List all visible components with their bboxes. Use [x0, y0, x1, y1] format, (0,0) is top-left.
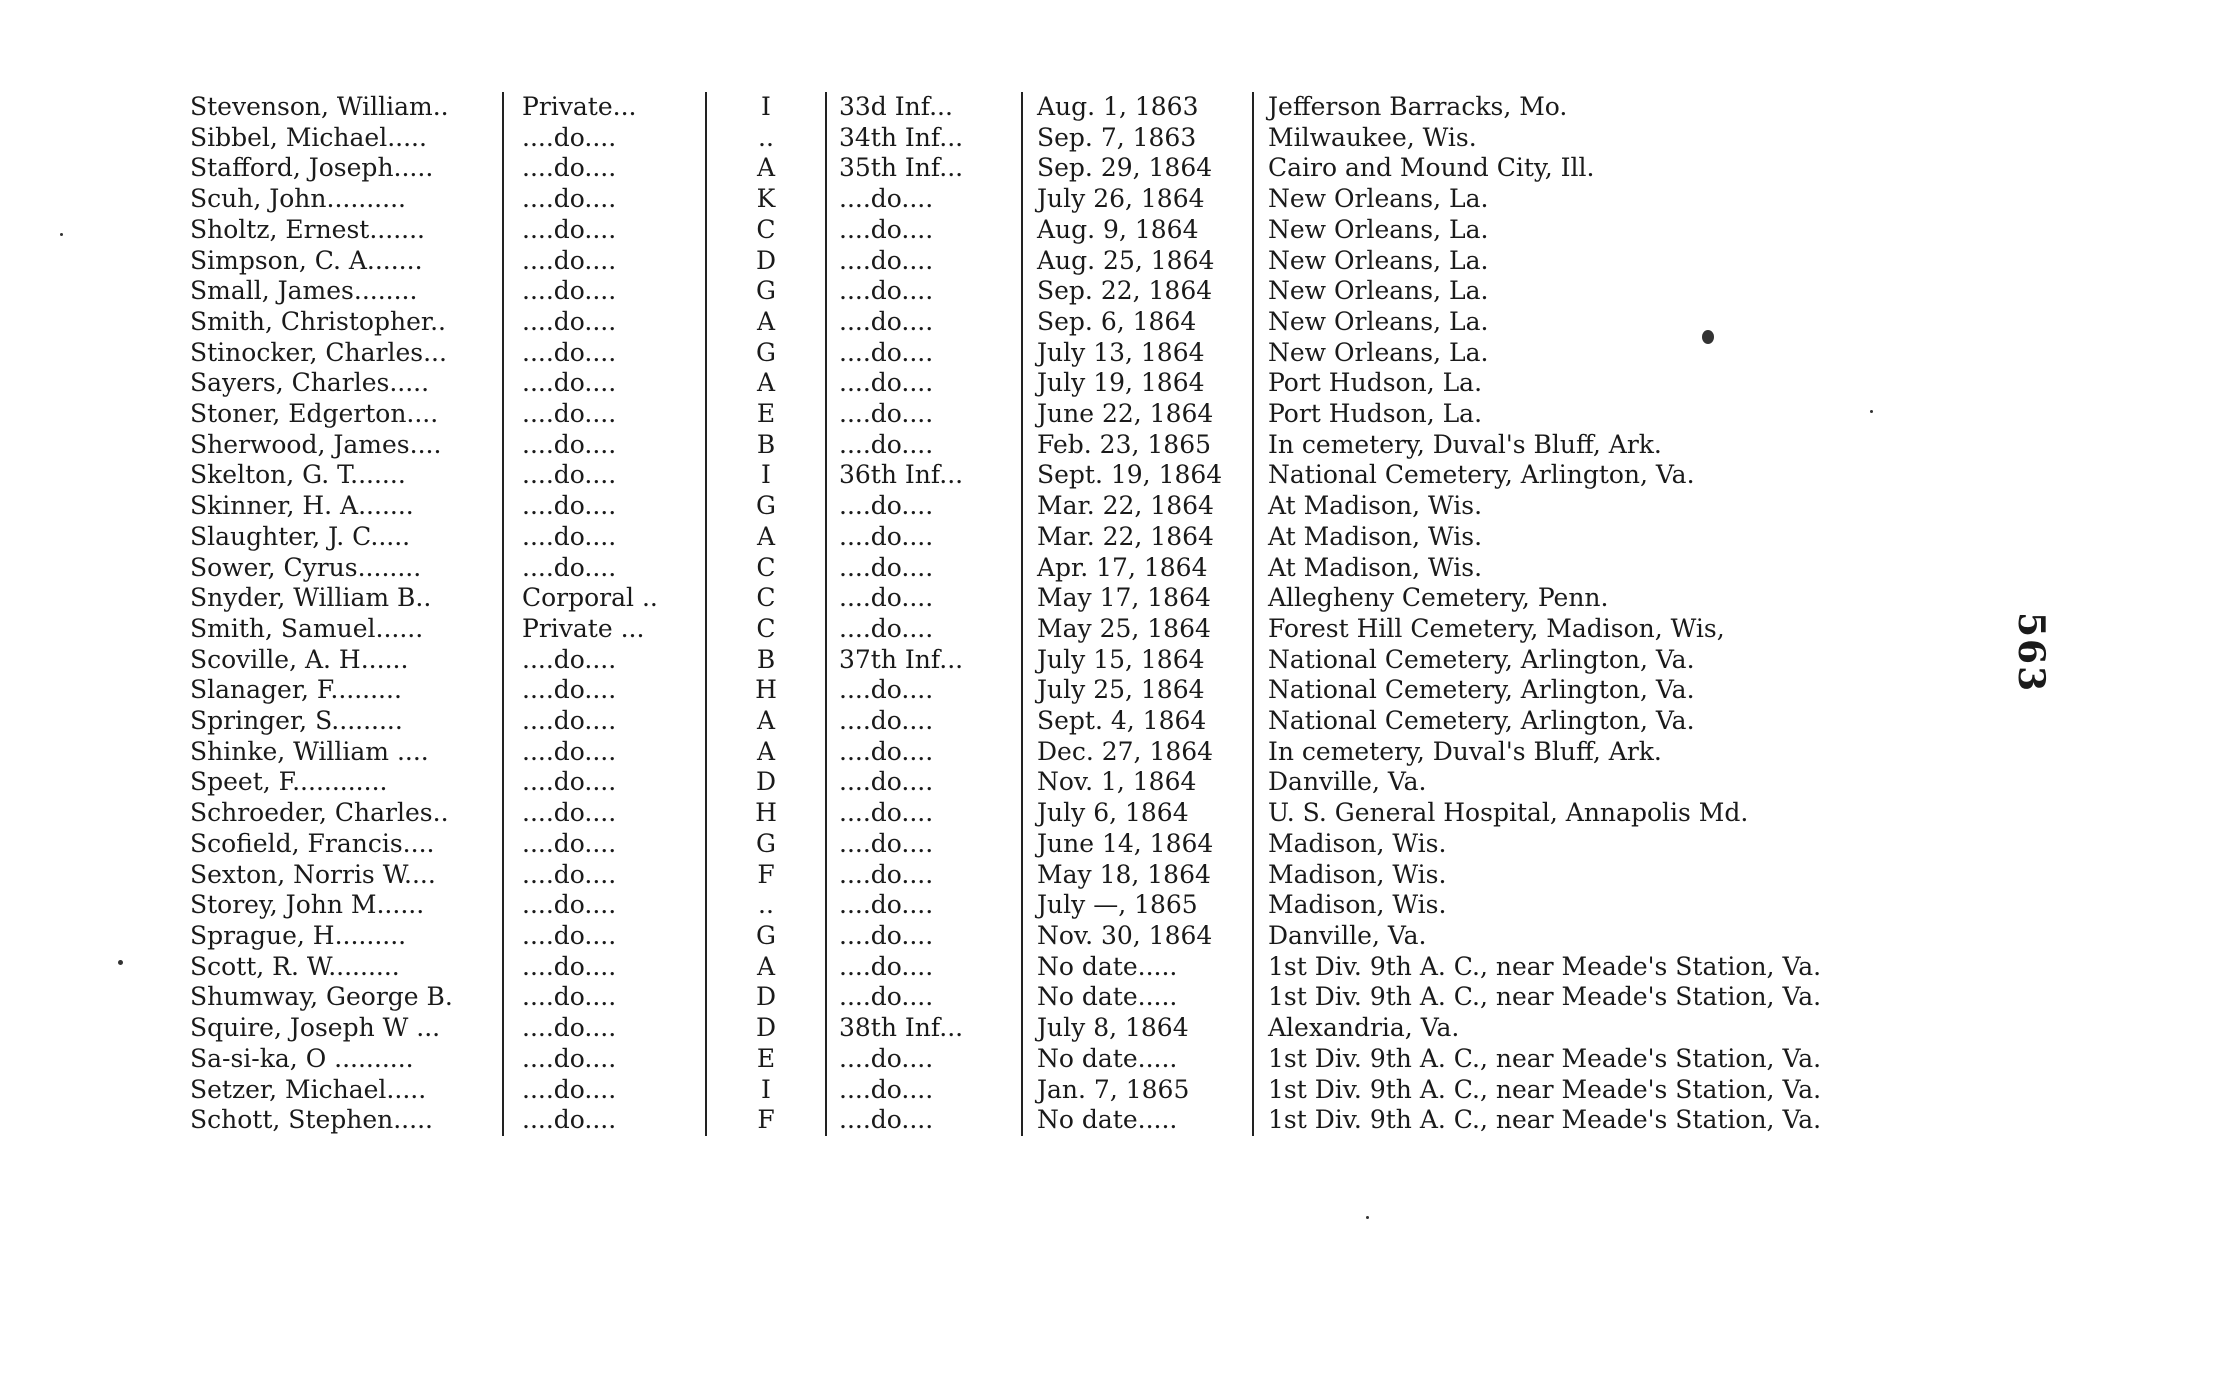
- place-of-burial: Madison, Wis.: [1268, 859, 1447, 889]
- table-row: [190, 184, 1821, 215]
- ink-speck: [60, 233, 63, 236]
- regiment: ....do....: [826, 1105, 1022, 1136]
- company: E: [706, 399, 826, 430]
- soldier-name: Shumway, George B.: [190, 982, 503, 1013]
- place-of-burial: Danville, Va.: [1268, 767, 1427, 797]
- soldier-name: Skinner, H. A.......: [190, 491, 503, 522]
- soldier-name: Sexton, Norris W....: [190, 860, 503, 891]
- date-of-death: Sep. 7, 1863: [1022, 123, 1253, 154]
- soldier-name: Stoner, Edgerton....: [190, 399, 503, 430]
- date-of-death: June 14, 1864: [1022, 829, 1253, 860]
- rank: ....do....: [503, 1105, 706, 1136]
- regiment: ....do....: [826, 860, 1022, 891]
- date-of-death: Dec. 27, 1864: [1022, 737, 1253, 768]
- place-of-burial: National Cemetery, Arlington, Va.: [1268, 460, 1695, 490]
- rank: Private ...: [503, 614, 706, 645]
- table-row: [190, 246, 1821, 277]
- soldier-name: Smith, Christopher..: [190, 307, 503, 338]
- regiment: ....do....: [826, 338, 1022, 369]
- table-row: [190, 276, 1821, 307]
- rank: ....do....: [503, 767, 706, 798]
- table-row: [190, 399, 1821, 430]
- company: H: [706, 798, 826, 829]
- place-of-burial: In cemetery, Duval's Bluff, Ark.: [1268, 736, 1662, 766]
- date-of-death: Nov. 30, 1864: [1022, 921, 1253, 952]
- regiment: ....do....: [826, 368, 1022, 399]
- company: ..: [706, 890, 826, 921]
- date-of-death: June 22, 1864: [1022, 399, 1253, 430]
- table-row: [190, 153, 1821, 184]
- table-row: [190, 737, 1821, 768]
- regiment: 33d Inf...: [826, 92, 1022, 123]
- regiment: ....do....: [826, 675, 1022, 706]
- table-row: [190, 430, 1821, 461]
- rank: ....do....: [503, 1075, 706, 1106]
- rank: ....do....: [503, 860, 706, 891]
- date-of-death: Jan. 7, 1865: [1022, 1075, 1253, 1106]
- soldier-name: Sherwood, James....: [190, 430, 503, 461]
- company: A: [706, 522, 826, 553]
- date-of-death: Nov. 1, 1864: [1022, 767, 1253, 798]
- burial-register-table: [190, 92, 1821, 1136]
- company: C: [706, 553, 826, 584]
- company: H: [706, 675, 826, 706]
- regiment: 35th Inf...: [826, 153, 1022, 184]
- table-row: [190, 123, 1821, 154]
- page-number: 563: [2010, 612, 2052, 694]
- rank: ....do....: [503, 890, 706, 921]
- company: C: [706, 614, 826, 645]
- regiment: ....do....: [826, 522, 1022, 553]
- table-row: [190, 583, 1821, 614]
- date-of-death: Mar. 22, 1864: [1022, 491, 1253, 522]
- company: A: [706, 368, 826, 399]
- place-of-burial: 1st Div. 9th A. C., near Meade's Station, Va.: [1268, 951, 1822, 981]
- soldier-name: Springer, S.........: [190, 706, 503, 737]
- regiment: ....do....: [826, 737, 1022, 768]
- soldier-name: Storey, John M......: [190, 890, 503, 921]
- place-of-burial: Madison, Wis.: [1268, 828, 1447, 858]
- regiment: 36th Inf...: [826, 460, 1022, 491]
- date-of-death: Feb. 23, 1865: [1022, 430, 1253, 461]
- soldier-name: Schott, Stephen.....: [190, 1105, 503, 1136]
- place-of-burial: New Orleans, La.: [1268, 245, 1489, 275]
- regiment: ....do....: [826, 583, 1022, 614]
- regiment: ....do....: [826, 553, 1022, 584]
- date-of-death: Aug. 1, 1863: [1022, 92, 1253, 123]
- company: ..: [706, 123, 826, 154]
- table-row: [190, 460, 1821, 491]
- table-row: [190, 215, 1821, 246]
- soldier-name: Shinke, William ....: [190, 737, 503, 768]
- rank: ....do....: [503, 522, 706, 553]
- rank: ....do....: [503, 399, 706, 430]
- soldier-name: Stinocker, Charles...: [190, 338, 503, 369]
- company: B: [706, 645, 826, 676]
- ink-speck: [1870, 410, 1873, 413]
- soldier-name: Setzer, Michael.....: [190, 1075, 503, 1106]
- table-row: [190, 1075, 1821, 1106]
- date-of-death: No date.....: [1022, 952, 1253, 983]
- table-row: [190, 553, 1821, 584]
- regiment: 38th Inf...: [826, 1013, 1022, 1044]
- place-of-burial: New Orleans, La.: [1268, 306, 1489, 336]
- date-of-death: Sep. 29, 1864: [1022, 153, 1253, 184]
- rank: ....do....: [503, 553, 706, 584]
- regiment: ....do....: [826, 276, 1022, 307]
- date-of-death: Sept. 19, 1864: [1022, 460, 1253, 491]
- place-of-burial: 1st Div. 9th A. C., near Meade's Station, Va.: [1268, 982, 1822, 1012]
- soldier-name: Sprague, H.........: [190, 921, 503, 952]
- regiment: ....do....: [826, 399, 1022, 430]
- company: G: [706, 829, 826, 860]
- regiment: ....do....: [826, 491, 1022, 522]
- company: C: [706, 215, 826, 246]
- place-of-burial: 1st Div. 9th A. C., near Meade's Station, Va.: [1268, 1043, 1822, 1073]
- table-row: [190, 491, 1821, 522]
- company: I: [706, 460, 826, 491]
- company: D: [706, 767, 826, 798]
- regiment: 34th Inf...: [826, 123, 1022, 154]
- rank: ....do....: [503, 1013, 706, 1044]
- ink-speck: [118, 960, 123, 965]
- regiment: ....do....: [826, 890, 1022, 921]
- rank: ....do....: [503, 798, 706, 829]
- regiment: ....do....: [826, 1044, 1022, 1075]
- regiment: ....do....: [826, 921, 1022, 952]
- place-of-burial: New Orleans, La.: [1268, 337, 1489, 367]
- regiment: ....do....: [826, 184, 1022, 215]
- regiment: ....do....: [826, 706, 1022, 737]
- company: A: [706, 153, 826, 184]
- company: G: [706, 921, 826, 952]
- regiment: ....do....: [826, 829, 1022, 860]
- place-of-burial: New Orleans, La.: [1268, 276, 1489, 306]
- soldier-name: Sayers, Charles.....: [190, 368, 503, 399]
- table-row: [190, 952, 1821, 983]
- regiment: ....do....: [826, 246, 1022, 277]
- place-of-burial: Danville, Va.: [1268, 920, 1427, 950]
- company: F: [706, 860, 826, 891]
- place-of-burial: 1st Div. 9th A. C., near Meade's Station, Va.: [1268, 1074, 1822, 1104]
- soldier-name: Scoville, A. H......: [190, 645, 503, 676]
- regiment: ....do....: [826, 1075, 1022, 1106]
- place-of-burial: Cairo and Mound City, Ill.: [1268, 153, 1595, 183]
- place-of-burial: Port Hudson, La.: [1268, 368, 1483, 398]
- regiment: ....do....: [826, 307, 1022, 338]
- date-of-death: July 15, 1864: [1022, 645, 1253, 676]
- soldier-name: Slaughter, J. C.....: [190, 522, 503, 553]
- date-of-death: Apr. 17, 1864: [1022, 553, 1253, 584]
- rank: ....do....: [503, 368, 706, 399]
- soldier-name: Scott, R. W.........: [190, 952, 503, 983]
- rank: ....do....: [503, 982, 706, 1013]
- rank: ....do....: [503, 491, 706, 522]
- regiment: ....do....: [826, 215, 1022, 246]
- place-of-burial: Port Hudson, La.: [1268, 399, 1483, 429]
- soldier-name: Smith, Samuel......: [190, 614, 503, 645]
- company: G: [706, 276, 826, 307]
- company: K: [706, 184, 826, 215]
- soldier-name: Sower, Cyrus........: [190, 553, 503, 584]
- soldier-name: Stevenson, William..: [190, 92, 503, 123]
- rank: ....do....: [503, 675, 706, 706]
- rank: ....do....: [503, 460, 706, 491]
- rank: ....do....: [503, 921, 706, 952]
- table-row: [190, 860, 1821, 891]
- table-row: [190, 1105, 1821, 1136]
- soldier-name: Sibbel, Michael.....: [190, 123, 503, 154]
- company: D: [706, 982, 826, 1013]
- date-of-death: May 18, 1864: [1022, 860, 1253, 891]
- table-row: [190, 368, 1821, 399]
- company: I: [706, 1075, 826, 1106]
- place-of-burial: U. S. General Hospital, Annapolis Md.: [1268, 798, 1749, 828]
- place-of-burial: National Cemetery, Arlington, Va.: [1268, 644, 1695, 674]
- table-row: [190, 645, 1821, 676]
- rank: Corporal ..: [503, 583, 706, 614]
- company: G: [706, 338, 826, 369]
- soldier-name: Scofield, Francis....: [190, 829, 503, 860]
- rank: ....do....: [503, 645, 706, 676]
- company: A: [706, 706, 826, 737]
- date-of-death: Sep. 22, 1864: [1022, 276, 1253, 307]
- regiment: ....do....: [826, 430, 1022, 461]
- table-row: [190, 522, 1821, 553]
- place-of-burial: Allegheny Cemetery, Penn.: [1268, 583, 1609, 613]
- place-of-burial: Madison, Wis.: [1268, 890, 1447, 920]
- date-of-death: No date.....: [1022, 982, 1253, 1013]
- rank: ....do....: [503, 737, 706, 768]
- table-row: [190, 921, 1821, 952]
- place-of-burial: At Madison, Wis.: [1268, 552, 1483, 582]
- date-of-death: No date.....: [1022, 1044, 1253, 1075]
- table-row: [190, 890, 1821, 921]
- rank: ....do....: [503, 430, 706, 461]
- date-of-death: No date.....: [1022, 1105, 1253, 1136]
- place-of-burial: National Cemetery, Arlington, Va.: [1268, 706, 1695, 736]
- company: D: [706, 1013, 826, 1044]
- rank: ....do....: [503, 123, 706, 154]
- date-of-death: Aug. 25, 1864: [1022, 246, 1253, 277]
- company: I: [706, 92, 826, 123]
- place-of-burial: At Madison, Wis.: [1268, 521, 1483, 551]
- soldier-name: Sholtz, Ernest.......: [190, 215, 503, 246]
- company: F: [706, 1105, 826, 1136]
- place-of-burial: Jefferson Barracks, Mo.: [1268, 92, 1568, 121]
- table-row: [190, 982, 1821, 1013]
- place-of-burial: New Orleans, La.: [1268, 184, 1489, 214]
- ink-speck: [1366, 1216, 1369, 1219]
- register-body: [190, 92, 1821, 1136]
- date-of-death: Mar. 22, 1864: [1022, 522, 1253, 553]
- soldier-name: Scuh, John..........: [190, 184, 503, 215]
- regiment: ....do....: [826, 952, 1022, 983]
- rank: ....do....: [503, 706, 706, 737]
- company: E: [706, 1044, 826, 1075]
- rank: ....do....: [503, 952, 706, 983]
- table-row: [190, 798, 1821, 829]
- date-of-death: July 19, 1864: [1022, 368, 1253, 399]
- regiment: ....do....: [826, 767, 1022, 798]
- place-of-burial: Forest Hill Cemetery, Madison, Wis,: [1268, 613, 1725, 643]
- table-row: [190, 1013, 1821, 1044]
- table-row: [190, 614, 1821, 645]
- soldier-name: Stafford, Joseph.....: [190, 153, 503, 184]
- table-row: [190, 1044, 1821, 1075]
- date-of-death: Sep. 6, 1864: [1022, 307, 1253, 338]
- company: A: [706, 952, 826, 983]
- table-row: [190, 706, 1821, 737]
- table-row: [190, 675, 1821, 706]
- soldier-name: Snyder, William B..: [190, 583, 503, 614]
- date-of-death: May 25, 1864: [1022, 614, 1253, 645]
- place-of-burial: Alexandria, Va.: [1268, 1013, 1460, 1043]
- ink-speck: [1702, 330, 1714, 344]
- table-row: [190, 338, 1821, 369]
- company: B: [706, 430, 826, 461]
- date-of-death: July 26, 1864: [1022, 184, 1253, 215]
- date-of-death: July 6, 1864: [1022, 798, 1253, 829]
- soldier-name: Schroeder, Charles..: [190, 798, 503, 829]
- date-of-death: July 8, 1864: [1022, 1013, 1253, 1044]
- date-of-death: Sept. 4, 1864: [1022, 706, 1253, 737]
- regiment: ....do....: [826, 614, 1022, 645]
- place-of-burial: New Orleans, La.: [1268, 214, 1489, 244]
- table-row: [190, 92, 1821, 123]
- table-row: [190, 307, 1821, 338]
- soldier-name: Simpson, C. A.......: [190, 246, 503, 277]
- rank: ....do....: [503, 829, 706, 860]
- soldier-name: Speet, F............: [190, 767, 503, 798]
- date-of-death: July 13, 1864: [1022, 338, 1253, 369]
- company: D: [706, 246, 826, 277]
- rank: ....do....: [503, 215, 706, 246]
- rank: ....do....: [503, 1044, 706, 1075]
- table-row: [190, 829, 1821, 860]
- soldier-name: Sa-si-ka, O ..........: [190, 1044, 503, 1075]
- soldier-name: Skelton, G. T.......: [190, 460, 503, 491]
- rank: ....do....: [503, 184, 706, 215]
- regiment: ....do....: [826, 798, 1022, 829]
- place-of-burial: Milwaukee, Wis.: [1268, 122, 1477, 152]
- company: A: [706, 737, 826, 768]
- date-of-death: Aug. 9, 1864: [1022, 215, 1253, 246]
- regiment: 37th Inf...: [826, 645, 1022, 676]
- rank: Private...: [503, 92, 706, 123]
- rank: ....do....: [503, 338, 706, 369]
- date-of-death: July —, 1865: [1022, 890, 1253, 921]
- soldier-name: Squire, Joseph W ...: [190, 1013, 503, 1044]
- table-row: [190, 767, 1821, 798]
- place-of-burial: 1st Div. 9th A. C., near Meade's Station, Va.: [1268, 1105, 1822, 1135]
- rank: ....do....: [503, 246, 706, 277]
- place-of-burial: National Cemetery, Arlington, Va.: [1268, 675, 1695, 705]
- place-of-burial: At Madison, Wis.: [1268, 491, 1483, 521]
- rank: ....do....: [503, 276, 706, 307]
- date-of-death: July 25, 1864: [1022, 675, 1253, 706]
- company: C: [706, 583, 826, 614]
- regiment: ....do....: [826, 982, 1022, 1013]
- soldier-name: Slanager, F.........: [190, 675, 503, 706]
- company: G: [706, 491, 826, 522]
- place-of-burial: In cemetery, Duval's Bluff, Ark.: [1268, 429, 1662, 459]
- rank: ....do....: [503, 153, 706, 184]
- soldier-name: Small, James........: [190, 276, 503, 307]
- rank: ....do....: [503, 307, 706, 338]
- date-of-death: May 17, 1864: [1022, 583, 1253, 614]
- company: A: [706, 307, 826, 338]
